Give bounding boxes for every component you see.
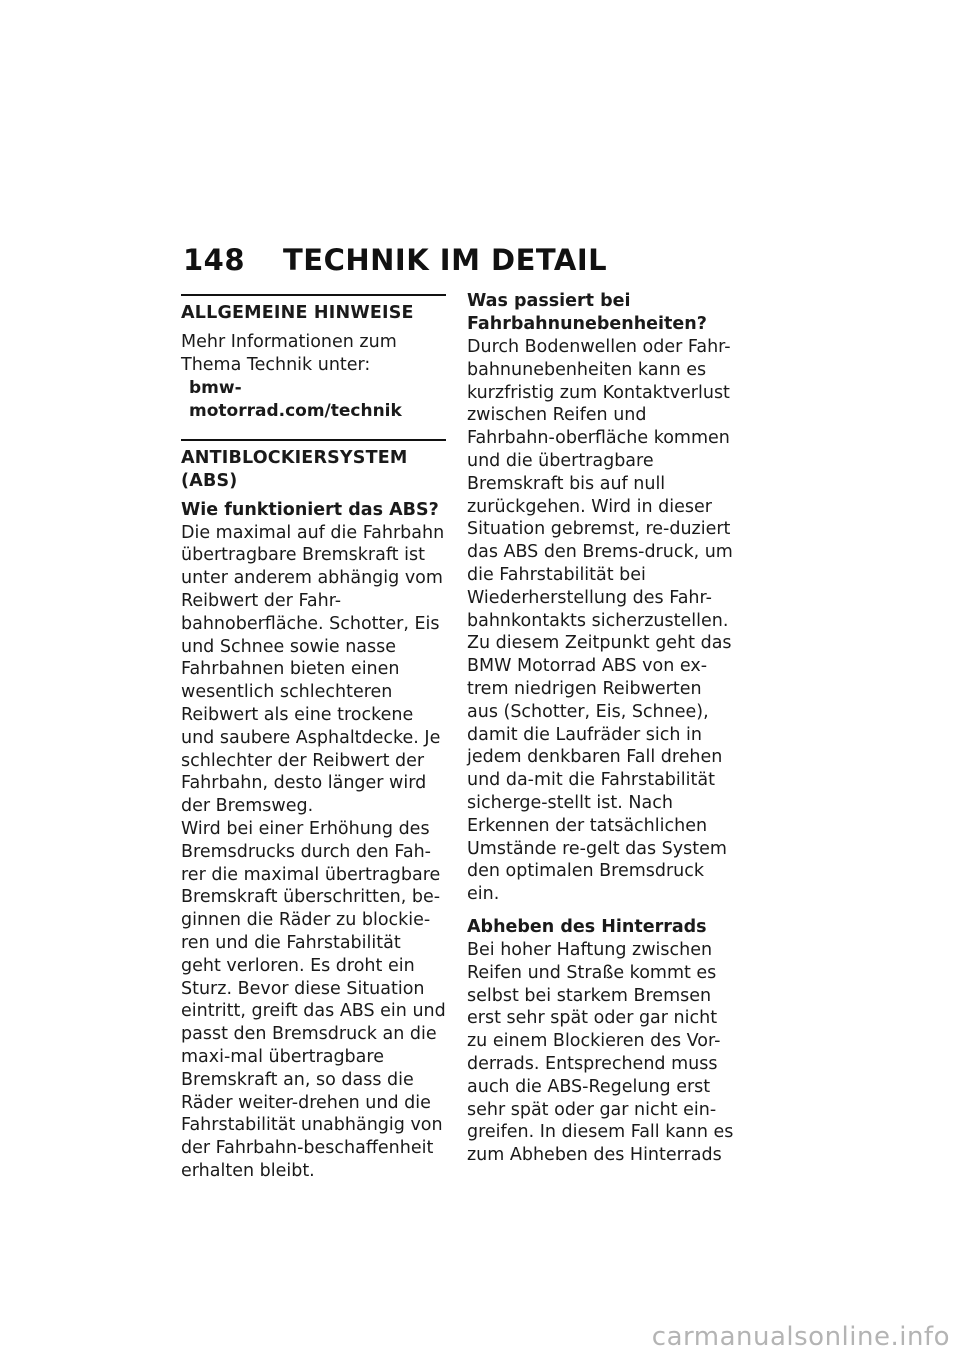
- section-title-general: ALLGEMEINE HINWEISE: [181, 303, 414, 323]
- subheading-road-unevenness: Was passiert bei Fahrbahnunebenheiten?: [467, 291, 707, 334]
- page-header: [183, 243, 607, 277]
- paragraph: Bei hoher Haftung zwischen Reifen und Straße kommt es selbst bei starkem Bremsen erst sehr spät oder gar nicht zu einem Blockieren des Vor-derrads. Entsprechend muss auch die ABS-Regelung erst sehr spät oder gar nicht ein-greifen. In diesem Fall kann es zum Abheben des Hinterrads: [467, 939, 734, 1166]
- section-title-abs: ANTIBLOCKIERSYSTEM (ABS): [181, 447, 408, 491]
- technik-link[interactable]: bmw-motorrad.com/technik: [189, 377, 402, 421]
- general-text: Mehr Informationen zum Thema Technik unter:: [181, 332, 397, 375]
- paragraph: Die maximal auf die Fahrbahn übertragbare Bremskraft ist unter anderem abhängig vom Reibwert der Fahr-bahnoberfläche. Schotter, Eis und Schnee sowie nasse Fahrbahnen bieten einen wesentlich schlechteren Reibwert als eine trockene und saubere Asphaltdecke. Je schlechter der Reibwert der Fahrbahn, desto länger wird der Bremsweg.: [181, 522, 445, 817]
- section-divider: [181, 294, 446, 296]
- subheading-rear-wheel-lift: Abheben des Hinterrads: [467, 916, 707, 937]
- subheading-how-abs-works: Wie funktioniert das ABS?: [181, 499, 439, 520]
- paragraph: Durch Bodenwellen oder Fahr-bahnunebenheiten kann es kurzfristig zum Kontaktverlust zwischen Reifen und Fahrbahn-oberfläche kommen und die übertragbare Bremskraft bis auf null zurückgehen. Wird in dieser Situation gebremst, re-duziert das ABS den Brems-druck, um die Fahrstabilität bei Wiederherstellung des Fahr-bahnkontakts sicherzustellen. Zu diesem Zeitpunkt geht das BMW Motorrad ABS von ex-trem niedrigen Reibwerten aus (Schotter, Eis, Schnee), damit die Laufräder sich in jedem denkbaren Fall drehen und da-mit die Fahrstabilität sicherge-stellt ist. Nach Erkennen der tatsächlichen Umstände re-gelt das System den optimalen Bremsdruck ein.: [467, 337, 733, 905]
- page-title: TECHNIK IM DETAIL: [283, 243, 608, 277]
- watermark: carmanualsonline.info: [651, 1322, 950, 1352]
- section-divider: [181, 439, 446, 441]
- right-column: [467, 290, 735, 1167]
- page-number: 148: [183, 243, 246, 277]
- paragraph: Wird bei einer Erhöhung des Bremsdrucks durch den Fah-rer die maximal übertragbare Bremskraft überschritten, be-ginnen die Räder zu blockie-ren und die Fahrstabilität geht verloren. Es droht ein Sturz. Bevor diese Situation eintritt, greift das ABS ein und passt den Bremsdruck an die maxi-mal übertragbare Bremskraft an, so dass die Räder weiter-drehen und die Fahrstabilität unabhängig von der Fahrbahn-beschaffenheit erhalten bleibt.: [181, 818, 446, 1181]
- left-column: [181, 290, 446, 1183]
